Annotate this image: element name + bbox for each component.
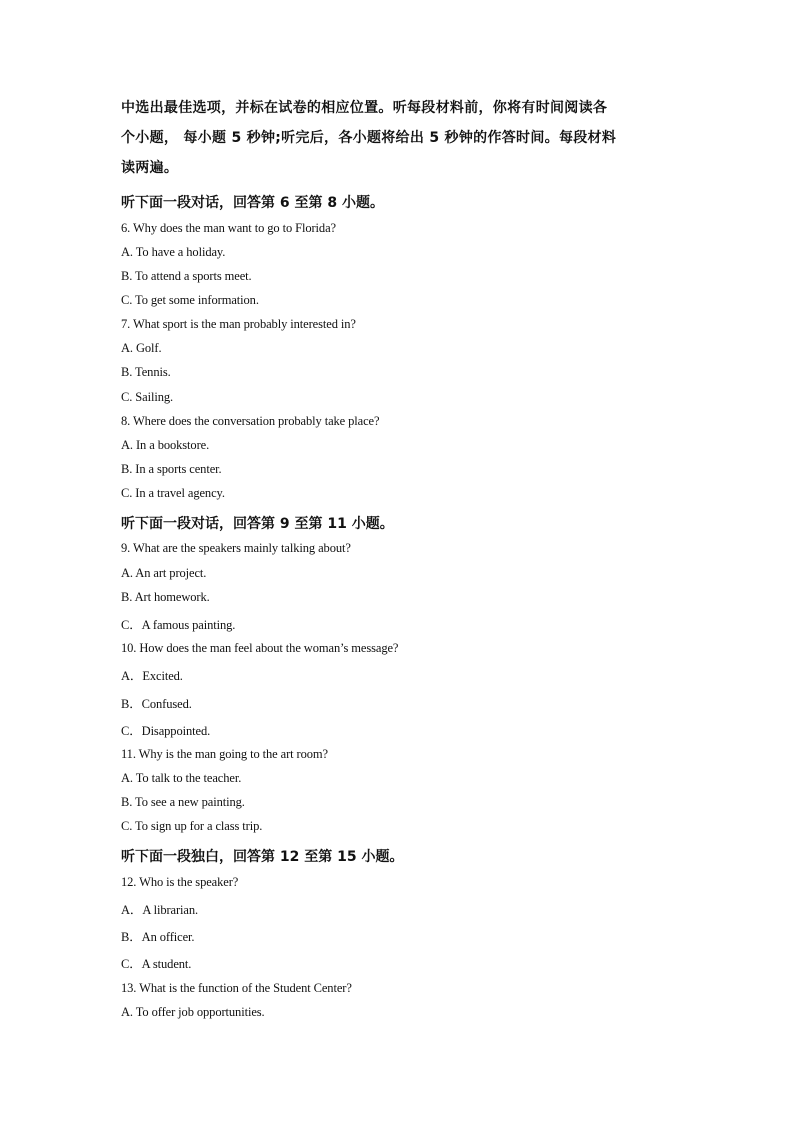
answer-option: C. To sign up for a class trip.	[121, 819, 263, 833]
question-text: 8. Where does the conversation probably take place?	[121, 414, 380, 428]
answer-option: C．A famous painting.	[121, 618, 236, 632]
answer-option: C．A student.	[121, 957, 192, 971]
answer-option: B. In a sports center.	[121, 462, 222, 476]
instructions-line: 中选出最佳选项，并标在试卷的相应位置。听每段材料前，你将有时间阅读各	[121, 100, 608, 116]
answer-option: A. To talk to the teacher.	[121, 771, 242, 785]
section-heading: 听下面一段独白，回答第 12 至第 15 小题。	[121, 849, 404, 865]
answer-option: A. Golf.	[121, 341, 162, 355]
answer-option: A．A librarian.	[121, 903, 199, 917]
section-heading: 听下面一段对话，回答第 6 至第 8 小题。	[121, 195, 384, 211]
answer-option: A. To have a holiday.	[121, 245, 226, 259]
answer-option: B．Confused.	[121, 697, 192, 711]
question-text: 13. What is the function of the Student Center?	[121, 981, 352, 995]
answer-option: A. In a bookstore.	[121, 438, 210, 452]
answer-option: A．Excited.	[121, 669, 183, 683]
question-text: 6. Why does the man want to go to Florida?	[121, 221, 336, 235]
question-text: 10. How does the man feel about the woman’s message?	[121, 641, 399, 655]
answer-option: A. An art project.	[121, 566, 207, 580]
answer-option: C. In a travel agency.	[121, 486, 225, 500]
question-text: 9. What are the speakers mainly talking about?	[121, 541, 351, 555]
section-heading: 听下面一段对话，回答第 9 至第 11 小题。	[121, 516, 394, 532]
instructions-line: 个小题， 每小题 5 秒钟;听完后，各小题将给出 5 秒钟的作答时间。每段材料	[121, 130, 617, 146]
question-text: 12. Who is the speaker?	[121, 875, 239, 889]
answer-option: B. Tennis.	[121, 365, 171, 379]
question-text: 7. What sport is the man probably interested in?	[121, 317, 356, 331]
instructions-line: 读两遍。	[121, 160, 179, 176]
answer-option: B. Art homework.	[121, 590, 210, 604]
instructions-paragraph	[121, 93, 681, 183]
answer-option: B. To see a new painting.	[121, 795, 245, 809]
answer-option: C. To get some information.	[121, 293, 259, 307]
answer-option: B．An officer.	[121, 930, 195, 944]
answer-option: B. To attend a sports meet.	[121, 269, 252, 283]
answer-option: C．Disappointed.	[121, 724, 211, 738]
answer-option: A. To offer job opportunities.	[121, 1005, 265, 1019]
question-text: 11. Why is the man going to the art room?	[121, 747, 328, 761]
answer-option: C. Sailing.	[121, 390, 174, 404]
